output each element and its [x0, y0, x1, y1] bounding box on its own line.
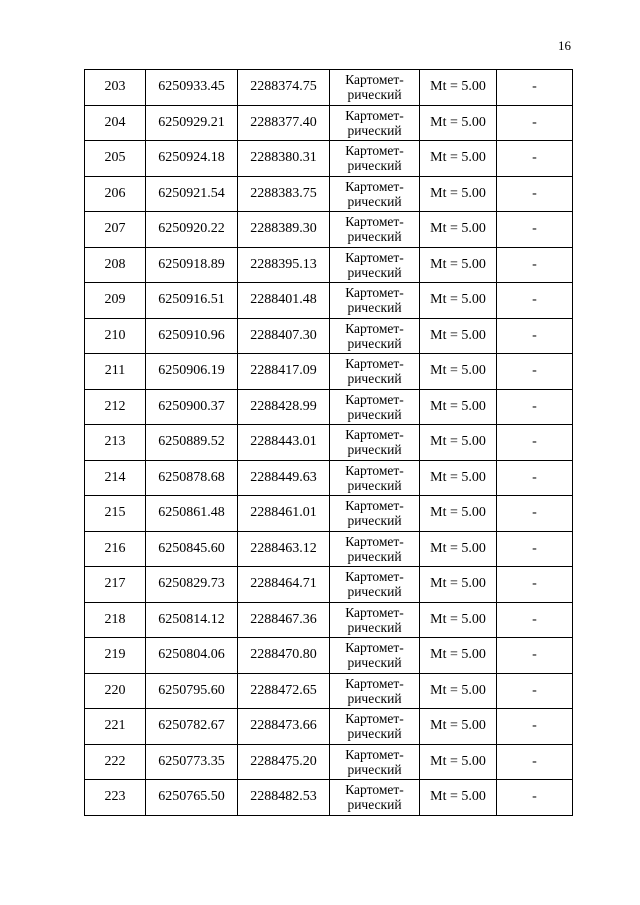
method-line-1: Картомет-	[345, 285, 404, 301]
x-coordinate-cell: 6250916.51	[146, 283, 238, 319]
accuracy-cell: Mt = 5.00	[420, 709, 497, 745]
method-line-1: Картомет-	[345, 107, 404, 123]
method-line-2: рический	[347, 477, 402, 493]
table-row	[85, 70, 573, 106]
method-line-2: рический	[347, 371, 402, 387]
table-row	[85, 460, 573, 496]
y-coordinate-cell: 2288467.36	[238, 602, 330, 638]
x-coordinate-cell: 6250765.50	[146, 780, 238, 816]
y-coordinate-cell: 2288428.99	[238, 389, 330, 425]
method-line-2: рический	[347, 513, 402, 529]
x-coordinate-cell: 6250918.89	[146, 247, 238, 283]
point-number-cell: 211	[85, 354, 146, 390]
x-coordinate-cell: 6250906.19	[146, 354, 238, 390]
table-row	[85, 176, 573, 212]
point-number-cell: 214	[85, 460, 146, 496]
method-line-2: рический	[347, 548, 402, 564]
method-cell	[330, 602, 420, 638]
note-cell: -	[497, 744, 573, 780]
method-line-2: рический	[347, 122, 402, 138]
accuracy-cell: Mt = 5.00	[420, 283, 497, 319]
y-coordinate-cell: 2288443.01	[238, 425, 330, 461]
x-coordinate-cell: 6250900.37	[146, 389, 238, 425]
method-cell	[330, 212, 420, 248]
table-row	[85, 744, 573, 780]
table-row	[85, 141, 573, 177]
method-line-1: Картомет-	[345, 356, 404, 372]
x-coordinate-cell: 6250795.60	[146, 673, 238, 709]
x-coordinate-cell: 6250782.67	[146, 709, 238, 745]
table-row	[85, 496, 573, 532]
method-line-1: Картомет-	[345, 711, 404, 727]
y-coordinate-cell: 2288482.53	[238, 780, 330, 816]
y-coordinate-cell: 2288473.66	[238, 709, 330, 745]
point-number-cell: 213	[85, 425, 146, 461]
method-cell	[330, 247, 420, 283]
method-line-2: рический	[347, 87, 402, 103]
x-coordinate-cell: 6250921.54	[146, 176, 238, 212]
point-number-cell: 207	[85, 212, 146, 248]
method-line-2: рический	[347, 797, 402, 813]
point-number-cell: 223	[85, 780, 146, 816]
method-cell	[330, 105, 420, 141]
method-line-1: Картомет-	[345, 143, 404, 159]
method-line-2: рический	[347, 335, 402, 351]
method-line-1: Картомет-	[345, 569, 404, 585]
note-cell: -	[497, 602, 573, 638]
method-line-1: Картомет-	[345, 427, 404, 443]
method-cell	[330, 567, 420, 603]
method-cell	[330, 460, 420, 496]
y-coordinate-cell: 2288401.48	[238, 283, 330, 319]
point-number-cell: 219	[85, 638, 146, 674]
method-line-1: Картомет-	[345, 72, 404, 88]
note-cell: -	[497, 354, 573, 390]
y-coordinate-cell: 2288463.12	[238, 531, 330, 567]
method-line-1: Картомет-	[345, 604, 404, 620]
y-coordinate-cell: 2288407.30	[238, 318, 330, 354]
point-number-cell: 205	[85, 141, 146, 177]
method-line-2: рический	[347, 158, 402, 174]
method-line-1: Картомет-	[345, 640, 404, 656]
accuracy-cell: Mt = 5.00	[420, 212, 497, 248]
method-line-2: рический	[347, 229, 402, 245]
method-cell	[330, 318, 420, 354]
method-cell	[330, 496, 420, 532]
point-number-cell: 210	[85, 318, 146, 354]
note-cell: -	[497, 141, 573, 177]
y-coordinate-cell: 2288383.75	[238, 176, 330, 212]
method-line-1: Картомет-	[345, 249, 404, 265]
method-cell	[330, 176, 420, 212]
method-line-1: Картомет-	[345, 498, 404, 514]
method-cell	[330, 673, 420, 709]
table-row	[85, 283, 573, 319]
coordinates-table-body	[85, 70, 573, 816]
method-cell	[330, 283, 420, 319]
note-cell: -	[497, 247, 573, 283]
method-line-1: Картомет-	[345, 675, 404, 691]
method-cell	[330, 389, 420, 425]
note-cell: -	[497, 460, 573, 496]
x-coordinate-cell: 6250933.45	[146, 70, 238, 106]
accuracy-cell: Mt = 5.00	[420, 780, 497, 816]
point-number-cell: 217	[85, 567, 146, 603]
note-cell: -	[497, 425, 573, 461]
y-coordinate-cell: 2288395.13	[238, 247, 330, 283]
accuracy-cell: Mt = 5.00	[420, 70, 497, 106]
accuracy-cell: Mt = 5.00	[420, 744, 497, 780]
accuracy-cell: Mt = 5.00	[420, 318, 497, 354]
method-line-2: рический	[347, 406, 402, 422]
point-number-cell: 215	[85, 496, 146, 532]
y-coordinate-cell: 2288449.63	[238, 460, 330, 496]
method-line-1: Картомет-	[345, 214, 404, 230]
method-line-1: Картомет-	[345, 746, 404, 762]
x-coordinate-cell: 6250924.18	[146, 141, 238, 177]
method-line-1: Картомет-	[345, 782, 404, 798]
note-cell: -	[497, 176, 573, 212]
method-cell	[330, 638, 420, 674]
method-line-1: Картомет-	[345, 178, 404, 194]
x-coordinate-cell: 6250845.60	[146, 531, 238, 567]
method-line-1: Картомет-	[345, 462, 404, 478]
note-cell: -	[497, 389, 573, 425]
point-number-cell: 221	[85, 709, 146, 745]
point-number-cell: 206	[85, 176, 146, 212]
method-line-2: рический	[347, 726, 402, 742]
method-cell	[330, 709, 420, 745]
y-coordinate-cell: 2288464.71	[238, 567, 330, 603]
point-number-cell: 204	[85, 105, 146, 141]
method-line-1: Картомет-	[345, 391, 404, 407]
table-row	[85, 105, 573, 141]
x-coordinate-cell: 6250929.21	[146, 105, 238, 141]
point-number-cell: 209	[85, 283, 146, 319]
note-cell: -	[497, 70, 573, 106]
accuracy-cell: Mt = 5.00	[420, 460, 497, 496]
method-line-2: рический	[347, 442, 402, 458]
table-row	[85, 318, 573, 354]
note-cell: -	[497, 673, 573, 709]
method-cell	[330, 531, 420, 567]
x-coordinate-cell: 6250920.22	[146, 212, 238, 248]
accuracy-cell: Mt = 5.00	[420, 638, 497, 674]
method-cell	[330, 744, 420, 780]
note-cell: -	[497, 709, 573, 745]
accuracy-cell: Mt = 5.00	[420, 673, 497, 709]
note-cell: -	[497, 638, 573, 674]
point-number-cell: 222	[85, 744, 146, 780]
y-coordinate-cell: 2288377.40	[238, 105, 330, 141]
note-cell: -	[497, 318, 573, 354]
point-number-cell: 212	[85, 389, 146, 425]
note-cell: -	[497, 496, 573, 532]
accuracy-cell: Mt = 5.00	[420, 141, 497, 177]
point-number-cell: 216	[85, 531, 146, 567]
x-coordinate-cell: 6250829.73	[146, 567, 238, 603]
x-coordinate-cell: 6250804.06	[146, 638, 238, 674]
method-line-2: рический	[347, 264, 402, 280]
accuracy-cell: Mt = 5.00	[420, 425, 497, 461]
method-cell	[330, 780, 420, 816]
y-coordinate-cell: 2288475.20	[238, 744, 330, 780]
method-line-2: рический	[347, 584, 402, 600]
x-coordinate-cell: 6250814.12	[146, 602, 238, 638]
table-row	[85, 425, 573, 461]
method-cell	[330, 141, 420, 177]
y-coordinate-cell: 2288417.09	[238, 354, 330, 390]
table-row	[85, 247, 573, 283]
method-line-2: рический	[347, 300, 402, 316]
note-cell: -	[497, 212, 573, 248]
accuracy-cell: Mt = 5.00	[420, 602, 497, 638]
method-line-1: Картомет-	[345, 320, 404, 336]
point-number-cell: 203	[85, 70, 146, 106]
accuracy-cell: Mt = 5.00	[420, 389, 497, 425]
method-line-2: рический	[347, 761, 402, 777]
accuracy-cell: Mt = 5.00	[420, 531, 497, 567]
note-cell: -	[497, 531, 573, 567]
method-line-2: рический	[347, 690, 402, 706]
note-cell: -	[497, 567, 573, 603]
y-coordinate-cell: 2288461.01	[238, 496, 330, 532]
table-row	[85, 638, 573, 674]
method-line-2: рический	[347, 619, 402, 635]
method-line-1: Картомет-	[345, 533, 404, 549]
table-row	[85, 709, 573, 745]
table-row	[85, 531, 573, 567]
coordinates-table	[84, 69, 573, 816]
method-cell	[330, 354, 420, 390]
x-coordinate-cell: 6250773.35	[146, 744, 238, 780]
x-coordinate-cell: 6250910.96	[146, 318, 238, 354]
method-cell	[330, 425, 420, 461]
x-coordinate-cell: 6250861.48	[146, 496, 238, 532]
note-cell: -	[497, 283, 573, 319]
table-row	[85, 673, 573, 709]
point-number-cell: 220	[85, 673, 146, 709]
note-cell: -	[497, 780, 573, 816]
table-row	[85, 602, 573, 638]
note-cell: -	[497, 105, 573, 141]
table-row	[85, 354, 573, 390]
accuracy-cell: Mt = 5.00	[420, 176, 497, 212]
accuracy-cell: Mt = 5.00	[420, 567, 497, 603]
y-coordinate-cell: 2288374.75	[238, 70, 330, 106]
accuracy-cell: Mt = 5.00	[420, 247, 497, 283]
page-number: 16	[558, 38, 571, 53]
accuracy-cell: Mt = 5.00	[420, 105, 497, 141]
table-row	[85, 567, 573, 603]
y-coordinate-cell: 2288472.65	[238, 673, 330, 709]
table-row	[85, 389, 573, 425]
method-line-2: рический	[347, 193, 402, 209]
table-row	[85, 780, 573, 816]
x-coordinate-cell: 6250878.68	[146, 460, 238, 496]
table-row	[85, 212, 573, 248]
point-number-cell: 208	[85, 247, 146, 283]
y-coordinate-cell: 2288380.31	[238, 141, 330, 177]
accuracy-cell: Mt = 5.00	[420, 496, 497, 532]
method-cell	[330, 70, 420, 106]
point-number-cell: 218	[85, 602, 146, 638]
x-coordinate-cell: 6250889.52	[146, 425, 238, 461]
accuracy-cell: Mt = 5.00	[420, 354, 497, 390]
y-coordinate-cell: 2288389.30	[238, 212, 330, 248]
y-coordinate-cell: 2288470.80	[238, 638, 330, 674]
method-line-2: рический	[347, 655, 402, 671]
